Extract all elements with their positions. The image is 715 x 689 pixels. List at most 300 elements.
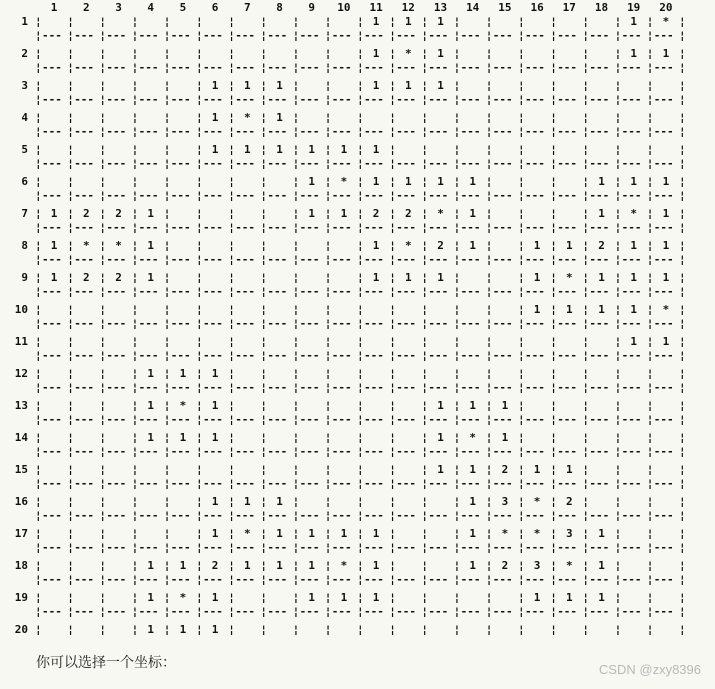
divider-dash: --- <box>106 445 127 458</box>
divider-separator: ¦ <box>453 349 461 362</box>
divider-separator: ¦ <box>292 93 300 106</box>
divider-separator: ¦ <box>679 125 686 138</box>
divider-dash: --- <box>621 157 642 170</box>
cell-separator: ¦ <box>646 239 654 252</box>
divider-dash: --- <box>653 29 674 42</box>
divider-separator: ¦ <box>485 445 493 458</box>
divider-dash: --- <box>331 605 352 618</box>
divider-separator: ¦ <box>582 125 590 138</box>
divider-separator: ¦ <box>260 253 268 266</box>
cell-separator: ¦ <box>196 591 203 604</box>
divider-separator: ¦ <box>67 61 74 74</box>
divider-separator: ¦ <box>163 125 171 138</box>
divider-separator: ¦ <box>292 349 300 362</box>
cell-separator: ¦ <box>292 15 300 28</box>
divider-dash: --- <box>621 29 642 42</box>
cell-separator: ¦ <box>582 271 590 284</box>
divider-dash: --- <box>267 29 288 42</box>
divider-separator: ¦ <box>421 221 429 234</box>
divider-separator: ¦ <box>163 285 171 298</box>
cell-separator: ¦ <box>131 271 139 284</box>
divider-dash: --- <box>106 29 127 42</box>
cell-separator: ¦ <box>550 15 557 28</box>
divider-separator: ¦ <box>485 541 493 554</box>
divider-separator: ¦ <box>99 445 107 458</box>
divider-dash: --- <box>428 413 449 426</box>
divider-separator: ¦ <box>292 381 300 394</box>
divider-separator: ¦ <box>550 189 557 202</box>
divider-dash: --- <box>364 541 384 554</box>
cell-separator: ¦ <box>614 79 622 92</box>
divider-dash: --- <box>299 253 320 266</box>
cell-separator: ¦ <box>99 303 107 316</box>
divider-separator: ¦ <box>679 61 686 74</box>
cell-separator: ¦ <box>35 591 42 604</box>
cell-separator: ¦ <box>679 623 686 636</box>
divider-dash: --- <box>428 477 449 490</box>
divider-dash: --- <box>138 29 159 42</box>
divider-separator: ¦ <box>292 29 300 42</box>
divider-dash: --- <box>492 381 513 394</box>
divider-dash: --- <box>235 573 256 586</box>
divider-separator: ¦ <box>421 445 429 458</box>
divider-separator: ¦ <box>679 477 686 490</box>
divider-dash: --- <box>138 93 159 106</box>
divider-separator: ¦ <box>324 381 332 394</box>
divider-dash: --- <box>589 541 610 554</box>
cell-separator: ¦ <box>582 47 590 60</box>
cell-separator: ¦ <box>550 431 557 444</box>
divider-dash: --- <box>74 605 95 618</box>
divider-dash: --- <box>170 381 191 394</box>
divider-separator: ¦ <box>518 93 525 106</box>
cell-separator: ¦ <box>679 111 686 124</box>
divider-separator: ¦ <box>582 381 590 394</box>
cell-separator: ¦ <box>196 367 203 380</box>
cell-separator: ¦ <box>324 367 332 380</box>
divider-separator: ¦ <box>196 125 203 138</box>
cell-separator: ¦ <box>357 239 364 252</box>
divider-dash: --- <box>138 253 159 266</box>
divider-separator: ¦ <box>131 61 139 74</box>
divider-dash: --- <box>235 189 256 202</box>
divider-separator: ¦ <box>614 157 622 170</box>
cell-separator: ¦ <box>614 495 622 508</box>
board-cell: 1 <box>437 399 444 412</box>
divider-separator: ¦ <box>196 605 203 618</box>
cell-separator: ¦ <box>646 271 654 284</box>
divider-separator: ¦ <box>357 61 364 74</box>
divider-dash: --- <box>235 61 256 74</box>
divider-dash: --- <box>42 381 62 394</box>
divider-dash: --- <box>460 349 481 362</box>
divider-dash: --- <box>42 317 62 330</box>
divider-dash: --- <box>621 93 642 106</box>
divider-dash: --- <box>492 317 513 330</box>
divider-dash: --- <box>138 541 159 554</box>
divider-dash: --- <box>557 541 578 554</box>
cell-separator: ¦ <box>582 495 590 508</box>
divider-separator: ¦ <box>163 253 171 266</box>
cell-separator: ¦ <box>67 559 74 572</box>
cell-separator: ¦ <box>292 239 300 252</box>
divider-separator: ¦ <box>35 221 42 234</box>
divider-separator: ¦ <box>196 413 203 426</box>
divider-dash: --- <box>364 349 384 362</box>
divider-separator: ¦ <box>260 125 268 138</box>
divider-dash: --- <box>299 477 320 490</box>
divider-separator: ¦ <box>292 221 300 234</box>
divider-dash: --- <box>106 221 127 234</box>
cell-separator: ¦ <box>518 15 525 28</box>
divider-separator: ¦ <box>518 189 525 202</box>
divider-separator: ¦ <box>389 477 396 490</box>
cell-separator: ¦ <box>324 175 332 188</box>
cell-separator: ¦ <box>389 47 396 60</box>
cell-separator: ¦ <box>389 271 396 284</box>
divider-dash: --- <box>460 285 481 298</box>
divider-dash: --- <box>428 125 449 138</box>
cell-separator: ¦ <box>421 15 429 28</box>
divider-separator: ¦ <box>324 253 332 266</box>
cell-separator: ¦ <box>646 367 654 380</box>
divider-dash: --- <box>525 61 545 74</box>
divider-dash: --- <box>42 605 62 618</box>
board-cell: 2 <box>211 559 219 572</box>
cell-separator: ¦ <box>453 47 461 60</box>
cell-separator: ¦ <box>614 271 622 284</box>
board-cell: 1 <box>211 399 219 412</box>
divider-separator: ¦ <box>196 381 203 394</box>
cell-separator: ¦ <box>614 303 622 316</box>
divider-separator: ¦ <box>582 221 590 234</box>
divider-dash: --- <box>299 573 320 586</box>
board-cell: 1 <box>147 623 154 636</box>
divider-separator: ¦ <box>324 125 332 138</box>
cell-separator: ¦ <box>292 559 300 572</box>
divider-dash: --- <box>203 349 223 362</box>
cell-separator: ¦ <box>196 207 203 220</box>
divider-dash: --- <box>492 157 513 170</box>
divider-separator: ¦ <box>99 285 107 298</box>
divider-dash: --- <box>331 477 352 490</box>
board-cell: 1 <box>630 47 637 60</box>
divider-dash: --- <box>557 157 578 170</box>
divider-dash: --- <box>203 93 223 106</box>
cell-separator: ¦ <box>679 463 686 476</box>
divider-separator: ¦ <box>614 413 622 426</box>
divider-separator: ¦ <box>518 221 525 234</box>
divider-dash: --- <box>170 189 191 202</box>
board-cell: 1 <box>211 623 219 636</box>
divider-dash: --- <box>460 445 481 458</box>
divider-dash: --- <box>203 381 223 394</box>
divider-separator: ¦ <box>646 221 654 234</box>
divider-separator: ¦ <box>99 253 107 266</box>
board-cell: 1 <box>276 143 283 156</box>
divider-dash: --- <box>74 93 95 106</box>
cell-separator: ¦ <box>421 207 429 220</box>
divider-separator: ¦ <box>99 477 107 490</box>
divider-dash: --- <box>203 285 223 298</box>
divider-separator: ¦ <box>485 253 493 266</box>
cell-separator: ¦ <box>260 527 268 540</box>
cell-separator: ¦ <box>99 527 107 540</box>
divider-separator: ¦ <box>485 125 493 138</box>
cell-separator: ¦ <box>582 431 590 444</box>
board-cell: 1 <box>630 239 637 252</box>
divider-dash: --- <box>138 573 159 586</box>
divider-dash: --- <box>428 317 449 330</box>
divider-dash: --- <box>396 573 417 586</box>
divider-separator: ¦ <box>646 61 654 74</box>
divider-separator: ¦ <box>421 157 429 170</box>
board-cell: 2 <box>598 239 605 252</box>
cell-separator: ¦ <box>131 559 139 572</box>
cell-separator: ¦ <box>453 143 461 156</box>
divider-dash: --- <box>492 605 513 618</box>
divider-dash: --- <box>589 509 610 522</box>
divider-dash: --- <box>42 221 62 234</box>
row-header: 8 <box>21 239 28 252</box>
divider-separator: ¦ <box>453 93 461 106</box>
divider-dash: --- <box>492 445 513 458</box>
divider-dash: --- <box>589 253 610 266</box>
column-header: 4 <box>147 1 154 14</box>
divider-dash: --- <box>267 157 288 170</box>
divider-separator: ¦ <box>196 541 203 554</box>
cell-separator: ¦ <box>614 623 622 636</box>
divider-dash: --- <box>428 93 449 106</box>
divider-separator: ¦ <box>646 93 654 106</box>
cell-separator: ¦ <box>163 527 171 540</box>
divider-separator: ¦ <box>357 509 364 522</box>
divider-separator: ¦ <box>99 29 107 42</box>
row-header: 19 <box>14 591 28 604</box>
board-cell: 1 <box>243 143 251 156</box>
divider-separator: ¦ <box>614 349 622 362</box>
row-header: 4 <box>21 111 28 124</box>
divider-dash: --- <box>331 61 352 74</box>
divider-separator: ¦ <box>550 125 557 138</box>
divider-dash: --- <box>396 125 417 138</box>
cell-separator: ¦ <box>35 175 42 188</box>
divider-separator: ¦ <box>196 61 203 74</box>
cell-separator: ¦ <box>99 367 107 380</box>
divider-dash: --- <box>235 221 256 234</box>
divider-dash: --- <box>396 285 417 298</box>
board-cell: 2 <box>437 239 444 252</box>
divider-separator: ¦ <box>614 317 622 330</box>
cell-separator: ¦ <box>196 463 203 476</box>
divider-separator: ¦ <box>518 381 525 394</box>
divider-dash: --- <box>74 445 95 458</box>
divider-separator: ¦ <box>35 29 42 42</box>
divider-separator: ¦ <box>131 125 139 138</box>
cell-separator: ¦ <box>679 271 686 284</box>
cell-separator: ¦ <box>131 15 139 28</box>
cell-separator: ¦ <box>292 271 300 284</box>
divider-dash: --- <box>235 509 256 522</box>
cell-separator: ¦ <box>518 463 525 476</box>
divider-dash: --- <box>557 61 578 74</box>
divider-dash: --- <box>364 605 384 618</box>
divider-dash: --- <box>74 541 95 554</box>
divider-separator: ¦ <box>260 285 268 298</box>
divider-separator: ¦ <box>67 253 74 266</box>
cell-separator: ¦ <box>99 207 107 220</box>
divider-dash: --- <box>331 29 352 42</box>
divider-separator: ¦ <box>453 317 461 330</box>
divider-dash: --- <box>589 317 610 330</box>
divider-dash: --- <box>203 605 223 618</box>
mine-cell: * <box>179 591 187 604</box>
row-header: 9 <box>21 271 28 284</box>
divider-separator: ¦ <box>228 509 235 522</box>
cell-separator: ¦ <box>99 431 107 444</box>
cell-separator: ¦ <box>453 527 461 540</box>
divider-dash: --- <box>170 541 191 554</box>
divider-separator: ¦ <box>518 317 525 330</box>
divider-dash: --- <box>460 125 481 138</box>
cell-separator: ¦ <box>260 47 268 60</box>
cell-separator: ¦ <box>99 239 107 252</box>
divider-dash: --- <box>589 573 610 586</box>
divider-dash: --- <box>299 93 320 106</box>
divider-separator: ¦ <box>324 413 332 426</box>
cell-separator: ¦ <box>614 239 622 252</box>
divider-dash: --- <box>138 381 159 394</box>
divider-dash: --- <box>106 477 127 490</box>
cell-separator: ¦ <box>485 399 493 412</box>
cell-separator: ¦ <box>357 527 364 540</box>
divider-dash: --- <box>235 445 256 458</box>
divider-dash: --- <box>428 157 449 170</box>
divider-separator: ¦ <box>292 541 300 554</box>
cell-separator: ¦ <box>260 367 268 380</box>
divider-dash: --- <box>331 157 352 170</box>
cell-separator: ¦ <box>679 15 686 28</box>
cell-separator: ¦ <box>35 15 42 28</box>
divider-dash: --- <box>299 221 320 234</box>
cell-separator: ¦ <box>518 239 525 252</box>
divider-dash: --- <box>557 445 578 458</box>
divider-dash: --- <box>74 157 95 170</box>
column-header: 13 <box>433 1 448 14</box>
cell-separator: ¦ <box>228 79 235 92</box>
cell-separator: ¦ <box>485 143 493 156</box>
cell-separator: ¦ <box>518 527 525 540</box>
divider-separator: ¦ <box>646 349 654 362</box>
cell-separator: ¦ <box>35 143 42 156</box>
divider-dash: --- <box>299 413 320 426</box>
cell-separator: ¦ <box>389 495 396 508</box>
divider-dash: --- <box>621 381 642 394</box>
cell-separator: ¦ <box>646 431 654 444</box>
divider-dash: --- <box>170 317 191 330</box>
divider-separator: ¦ <box>131 157 139 170</box>
divider-dash: --- <box>235 157 256 170</box>
divider-separator: ¦ <box>550 317 557 330</box>
divider-separator: ¦ <box>196 349 203 362</box>
cell-separator: ¦ <box>582 111 590 124</box>
divider-separator: ¦ <box>453 381 461 394</box>
divider-dash: --- <box>525 285 545 298</box>
divider-separator: ¦ <box>131 605 139 618</box>
divider-dash: --- <box>106 605 127 618</box>
divider-separator: ¦ <box>679 573 686 586</box>
divider-separator: ¦ <box>357 605 364 618</box>
divider-dash: --- <box>299 61 320 74</box>
cell-separator: ¦ <box>389 239 396 252</box>
cell-separator: ¦ <box>292 623 300 636</box>
divider-separator: ¦ <box>131 253 139 266</box>
divider-separator: ¦ <box>292 509 300 522</box>
cell-separator: ¦ <box>196 623 203 636</box>
divider-dash: --- <box>653 477 674 490</box>
cell-separator: ¦ <box>421 303 429 316</box>
divider-dash: --- <box>621 509 642 522</box>
divider-separator: ¦ <box>389 509 396 522</box>
mine-cell: * <box>662 15 670 28</box>
divider-separator: ¦ <box>324 445 332 458</box>
divider-dash: --- <box>428 61 449 74</box>
cell-separator: ¦ <box>67 431 74 444</box>
divider-dash: --- <box>525 381 545 394</box>
mine-cell: * <box>437 207 444 220</box>
mine-cell: * <box>243 527 251 540</box>
divider-dash: --- <box>331 349 352 362</box>
cell-separator: ¦ <box>163 207 171 220</box>
board-cell: 1 <box>565 239 573 252</box>
divider-dash: --- <box>460 253 481 266</box>
divider-separator: ¦ <box>614 381 622 394</box>
cell-separator: ¦ <box>163 271 171 284</box>
cell-separator: ¦ <box>485 239 493 252</box>
divider-dash: --- <box>203 189 223 202</box>
cell-separator: ¦ <box>453 207 461 220</box>
cell-separator: ¦ <box>614 367 622 380</box>
cell-separator: ¦ <box>453 495 461 508</box>
divider-separator: ¦ <box>67 157 74 170</box>
column-header: 1 <box>50 1 58 14</box>
cell-separator: ¦ <box>582 143 590 156</box>
divider-dash: --- <box>364 477 384 490</box>
mine-cell: * <box>533 495 541 508</box>
divider-dash: --- <box>203 477 223 490</box>
board-cell: 1 <box>630 303 637 316</box>
divider-separator: ¦ <box>646 445 654 458</box>
divider-separator: ¦ <box>99 573 107 586</box>
divider-separator: ¦ <box>421 349 429 362</box>
cell-separator: ¦ <box>357 111 364 124</box>
cell-separator: ¦ <box>67 271 74 284</box>
cell-separator: ¦ <box>131 367 139 380</box>
divider-separator: ¦ <box>67 509 74 522</box>
cell-separator: ¦ <box>582 399 590 412</box>
divider-dash: --- <box>267 605 288 618</box>
cell-separator: ¦ <box>453 399 461 412</box>
divider-dash: --- <box>460 221 481 234</box>
divider-separator: ¦ <box>518 125 525 138</box>
board-cell: 1 <box>469 175 476 188</box>
divider-separator: ¦ <box>453 445 461 458</box>
cell-separator: ¦ <box>228 303 235 316</box>
divider-separator: ¦ <box>292 125 300 138</box>
divider-separator: ¦ <box>99 541 107 554</box>
divider-separator: ¦ <box>163 541 171 554</box>
cell-separator: ¦ <box>485 207 493 220</box>
